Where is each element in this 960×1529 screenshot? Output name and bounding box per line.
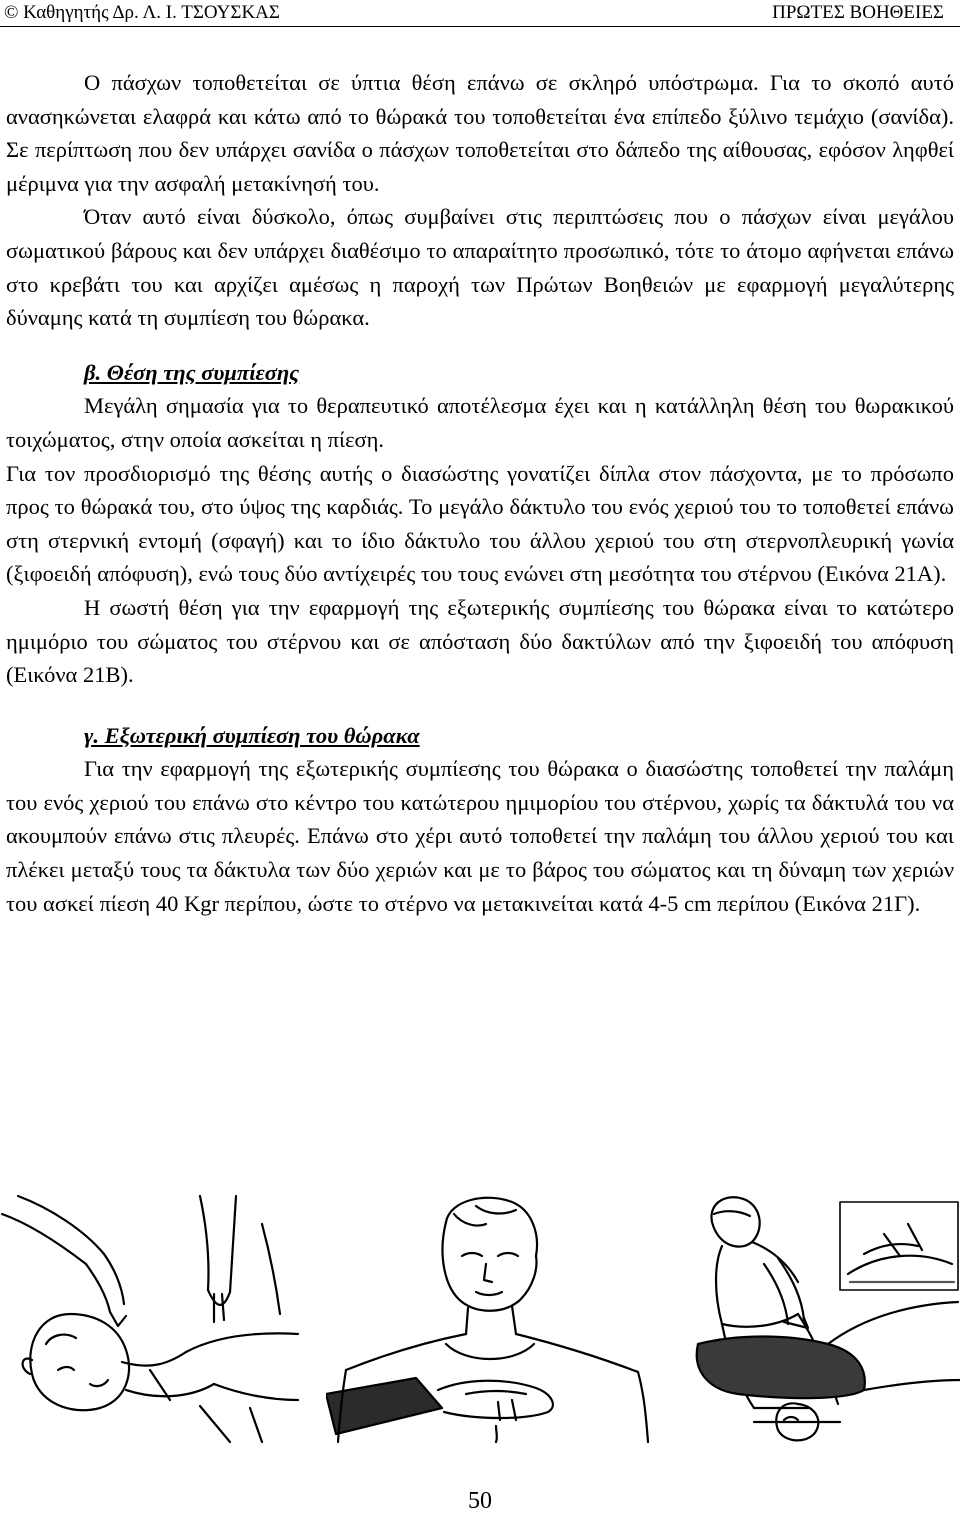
rescuer-performing-chest-compressions-illustration (668, 1194, 960, 1444)
page-header (0, 0, 960, 28)
header-divider (0, 26, 960, 27)
paragraph-correct-position: Η σωστή θέση για την εφαρμογή της εξωτερικής συμπίεσης του θώρακα είναι το κατώτερο ημιμόριο του σώματος του στέρνου και σε απόσταση δύο δακτύλων από την ξιφοειδή του απόφυση (Εικόνα 21Β). (6, 594, 954, 688)
section-heading-compression-position: β. Θέση της συμπίεσης (84, 359, 300, 385)
header-title: ΠΡΩΤΕΣ ΒΟΗΘΕΙΕΣ (772, 2, 944, 23)
spacer (6, 692, 954, 719)
paragraph-importance: Μεγάλη σημασία για το θεραπευτικό αποτέλεσμα έχει και η κατάλληλη θέση του θωρακικού τοιχώματος, στην οποία ασκείται η πίεση. (6, 393, 954, 452)
paragraph-supine-position: Ο πάσχων τοποθετείται σε ύπτια θέση επάνω σε σκληρό υπόστρωμα. Για το σκοπό αυτό ανασηκώνεται ελαφρά και κάτω από το θώρακά του τοποθετείται ένα επίπεδο ξύλινο τεμάχιο (σανίδα). Σε περίπτωση που δεν υπάρχει σανίδα ο πάσχων τοποθετείται στο δάπεδο της αίθουσας, εφόσον ληφθεί μέριμνα για την ασφαλή μετακίνησή του. (6, 70, 954, 196)
header-author: © Καθηγητής Δρ. Λ. Ι. ΤΣΟΥΣΚΑΣ (4, 2, 280, 23)
hand-position-on-lower-sternum-illustration (326, 1194, 656, 1444)
paragraph-finger-placement: Για τον προσδιορισμό της θέσης αυτής ο διασώστης γονατίζει δίπλα στον πάσχοντα, με το πρόσωπο προς το θώρακά του, στο ύψος της καρδιάς. Το μεγάλο δάκτυλο του ενός χεριού του το τοποθετεί επάνω στη στερνική εντομή (σφαγή) και το ίδιο δάκτυλο του άλλου χεριού του στη στερνοπλευρική γωνία (ξιφοειδή απόφυση), ενώ τους δύο αντίχειρές του τους ενώνει στη μεσότητα του στέρνου (Εικόνα 21Α). (6, 460, 954, 587)
section-heading-external-compression: γ. Εξωτερική συμπίεση του θώρακα (84, 722, 420, 748)
figure-row (0, 1194, 960, 1444)
spacer (6, 335, 954, 356)
page-body (6, 66, 954, 920)
page-number: 50 (468, 1488, 492, 1514)
paragraph-compression-technique: Για την εφαρμογή της εξωτερικής συμπίεσης του θώρακα ο διασώστης τοποθετεί την παλάμη του ενός χεριού του επάνω στο κέντρο του κατώτερου ημιμορίου του στέρνου, χωρίς τα δάκτυλά του να ακουμπούν επάνω στις πλευρές. Επάνω στο χέρι αυτό τοποθετεί την παλάμη του άλλου χεριού του και πλέκει μεταξύ τους τα δάκτυλα των δύο χεριών και με το βάρος του σώματος και τη δύναμη των χεριών του ασκεί πίεση 40 Kgr περίπου, ώστε το στέρνο να μετακινείται κατά 4-5 cm περίπου (Εικόνα 21Γ). (6, 756, 954, 916)
paragraph-bed-case: Όταν αυτό είναι δύσκολο, όπως συμβαίνει στις περιπτώσεις που ο πάσχων είναι μεγάλου σωματικού βάρους και δεν υπάρχει διαθέσιμο το απαραίτητο προσωπικό, τότε το άτομο αφήνεται επάνω στο κρεβάτι του και αρχίζει αμέσως η παροχή των Πρώτων Βοηθειών με εφαρμογή μεγαλύτερης δύναμης κατά τη συμπίεση του θώρακα. (6, 204, 954, 331)
finger-placement-on-sternum-illustration (0, 1194, 300, 1444)
